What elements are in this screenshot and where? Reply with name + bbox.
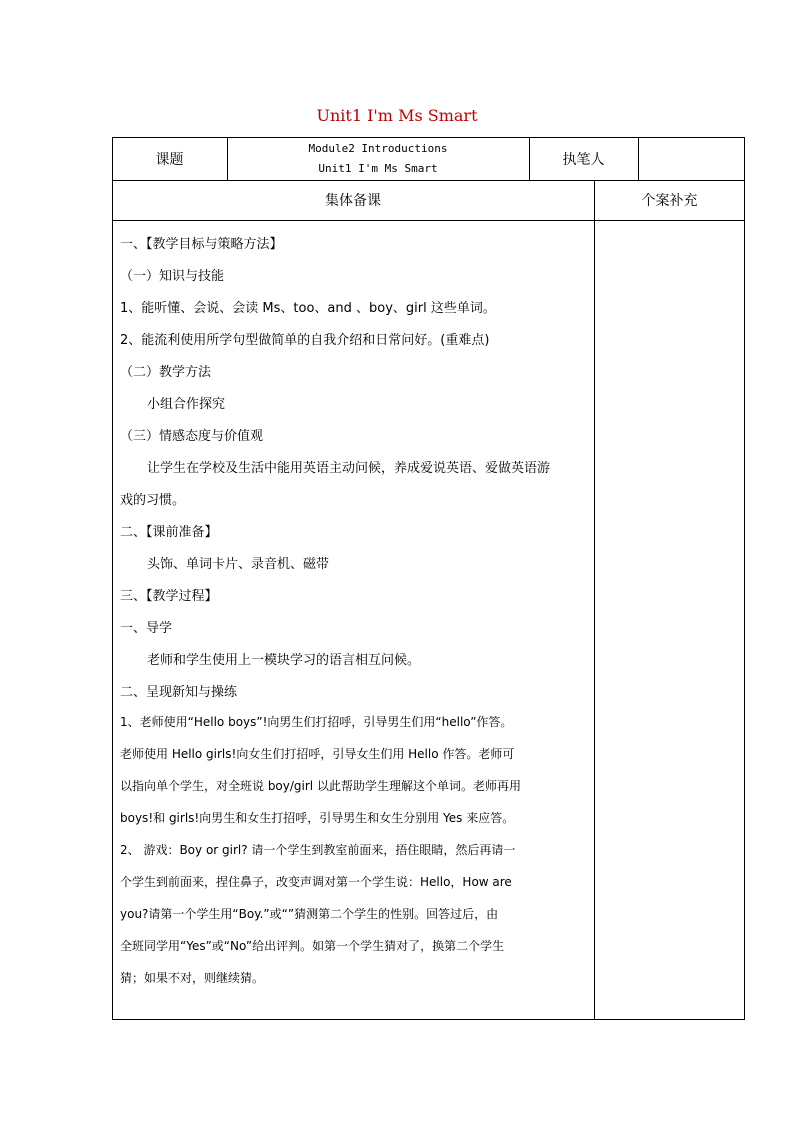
table-rule [594, 180, 595, 1020]
content-line: 小组合作探究 [147, 397, 226, 412]
content-line: 二、呈现新知与操练 [120, 685, 238, 700]
content-line: 一、【教学目标与策略方法】 [120, 237, 283, 252]
lesson-line-1: Module2 Introductions [308, 142, 448, 155]
content-line: 头饰、单词卡片、录音机、磁带 [147, 557, 330, 572]
collective-prep-header: 集体备课 [325, 193, 381, 209]
content-line: 以指向单个学生，对全班说 boy/girl 以此帮助学生理解这个单词。老师再用 [120, 779, 521, 793]
content-line: 一、导学 [120, 621, 173, 636]
content-line: 1、能听懂、会说、会读 Ms、too、and 、boy、girl 这些单词。 [120, 301, 496, 316]
lesson-title [227, 139, 529, 179]
content-line: 猜；如果不对，则继续猜。 [120, 971, 265, 985]
author-label: 执笔人 [562, 151, 605, 168]
content-line: 二、【课前准备】 [120, 525, 218, 540]
content-line: 个学生到前面来，捏住鼻子，改变声调对第一个学生说：Hello，How are [120, 875, 512, 889]
content-line: 老师使用 Hello girls!向女生们打招呼，引导女生们用 Hello 作答。老师可 [120, 747, 515, 761]
topic-label: 课题 [155, 151, 184, 168]
content-line: 2、 游戏：Boy or girl? 请一个学生到教室前面来，捂住眼睛，然后再请一 [120, 843, 516, 857]
content-line: 戏的习惯。 [120, 493, 186, 508]
content-line: （一）知识与技能 [120, 269, 225, 284]
lesson-line-2: Unit1 I'm Ms Smart [318, 162, 438, 175]
content-line: 让学生在学校及生活中能用英语主动问候，养成爱说英语、爱做英语游 [147, 461, 551, 476]
content-line: （二）教学方法 [120, 365, 212, 380]
content-line: 全班同学用“Yes”或“No”给出评判。如第一个学生猜对了，换第二个学生 [120, 939, 505, 953]
content-line: 1、老师使用“Hello boys”!向男生们打招呼，引导男生们用“hello”作答。 [120, 715, 513, 729]
author-value [638, 137, 745, 180]
content-line: 老师和学生使用上一模块学习的语言相互问候。 [147, 653, 421, 668]
content-line: boys!和 girls!向男生和女生打招呼，引导男生和女生分别用 Yes 来应答。 [120, 811, 515, 825]
content-line: （三）情感态度与价值观 [120, 429, 264, 444]
content-line: you?请第一个学生用“Boy.”或“”猜测第二个学生的性别。回答过后，由 [120, 907, 499, 921]
content-line: 三、【教学过程】 [120, 589, 218, 604]
table-rule [112, 220, 745, 221]
individual-supplement-header: 个案补充 [641, 193, 698, 209]
page-title: Unit1 I'm Ms Smart [316, 106, 478, 125]
content-line: 2、能流利使用所学句型做简单的自我介绍和日常问好。(重难点) [120, 333, 490, 348]
